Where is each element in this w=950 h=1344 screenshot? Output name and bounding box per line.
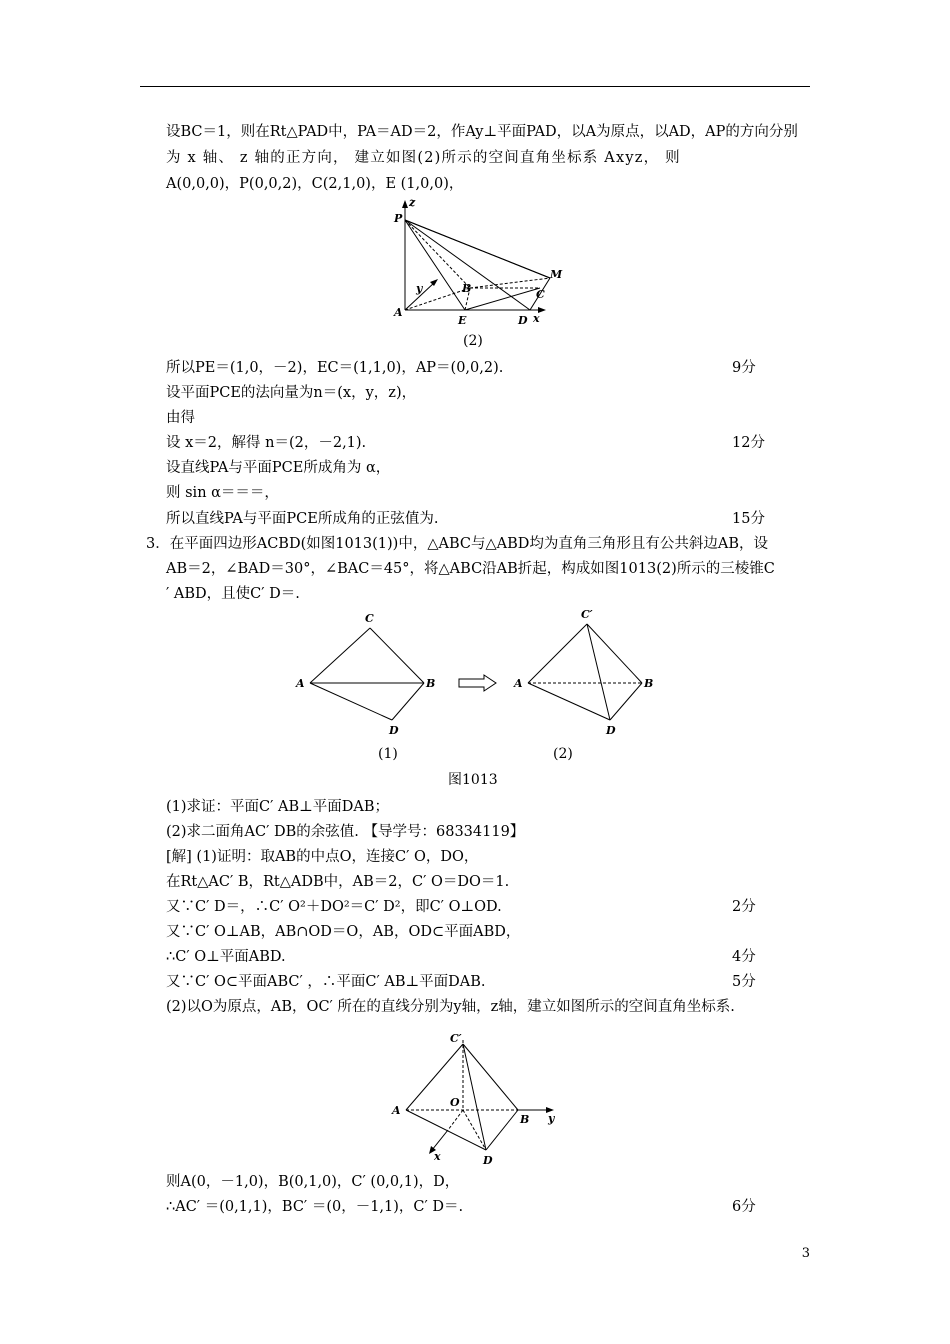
right-label-B: B xyxy=(644,677,654,690)
label-y: y xyxy=(416,282,423,295)
figure-1013-subcaption-left: (1) xyxy=(378,746,398,762)
p3-sol-line4: 又∵C′ O⊥AB，AB∩OD＝O，AB，OD⊂平面ABD， xyxy=(166,924,521,940)
p3-part2: (2)求二面角AC′ DB的余弦值. 【导学号：68334119】 xyxy=(166,824,525,840)
figure-1013-subcaption-right: (2) xyxy=(553,746,573,762)
header-rule xyxy=(140,86,810,87)
p2-sol-score7: 15分 xyxy=(732,511,765,527)
p2-sol-line7: 所以直线PA与平面PCE所成角的正弦值为. xyxy=(166,511,439,527)
p3-coords-score2: 6分 xyxy=(732,1199,756,1215)
p2-sol-line2: 设平面PCE的法向量为n＝(x，y，z)， xyxy=(166,385,417,401)
p2-sol-line6: 则 sin α＝＝＝， xyxy=(166,485,279,501)
label-D: D xyxy=(518,314,528,327)
coord-label-y: y xyxy=(548,1112,555,1125)
left-label-B: B xyxy=(426,677,436,690)
label-P: P xyxy=(394,212,403,225)
coord-label-x: x xyxy=(434,1150,441,1163)
figure-coord-pyramid xyxy=(388,1030,568,1166)
p3-statement-line2: AB＝2，∠BAD＝30°，∠BAC＝45°，将△ABC沿AB折起，构成如图1013(2)所示的三棱锥C xyxy=(166,561,775,577)
p2-sol-line3: 由得 xyxy=(166,410,195,426)
left-label-D: D xyxy=(389,724,399,737)
coord-label-O: O xyxy=(450,1096,460,1109)
coord-label-D: D xyxy=(483,1154,493,1167)
p3-sol-score3: 2分 xyxy=(732,899,756,915)
figure-pyramid-coords xyxy=(390,198,570,328)
p2-setup-line3: A(0,0,0)，P(0,0,2)，C(2,1,0)，E (1,0,0)， xyxy=(166,176,464,192)
label-A: A xyxy=(394,306,403,319)
p3-part1: (1)求证：平面C′ AB⊥平面DAB； xyxy=(166,799,390,815)
p3-sol-line2: 在Rt△AC′ B，Rt△ADB中，AB＝2，C′ O＝DO＝1. xyxy=(166,874,510,890)
p2-sol-score1: 9分 xyxy=(732,360,756,376)
right-label-C-prime: C′ xyxy=(581,608,593,621)
p2-sol-line5: 设直线PA与平面PCE所成角为 α， xyxy=(166,460,391,476)
figure-1013-left xyxy=(292,608,442,738)
p2-sol-score4: 12分 xyxy=(732,435,765,451)
label-C: C xyxy=(536,288,545,301)
p3-sol-line5: ∴C′ O⊥平面ABD. xyxy=(166,949,286,965)
right-label-D: D xyxy=(606,724,616,737)
p2-sol-line1: 所以PE＝(1,0，－2)，EC＝(1,1,0)，AP＝(0,0,2). xyxy=(166,360,504,376)
left-label-C: C xyxy=(365,612,374,625)
label-B: B xyxy=(462,282,472,295)
p2-setup-line1: 设BC＝1，则在Rt△PAD中，PA＝AD＝2，作Ay⊥平面PAD，以A为原点，以AD，AP的方向分别 xyxy=(166,124,798,140)
p2-setup-line2: 为 x 轴、 z 轴的正方向， 建立如图(2)所示的空间直角坐标系 Axyz， 则 xyxy=(166,150,681,166)
p2-sol-line4: 设 x＝2，解得 n＝(2，－2,1). xyxy=(166,435,367,451)
p3-statement-line3: ′ ABD，且使C′ D＝. xyxy=(166,586,300,602)
p3-statement-line1: 3．在平面四边形ACBD(如图1013(1))中，△ABC与△ABD均为直角三角形且有公共斜边AB，设 xyxy=(146,536,768,552)
label-x: x xyxy=(533,312,540,325)
right-label-A: A xyxy=(514,677,523,690)
figure-p2-caption: (2) xyxy=(463,333,483,349)
page-number: 3 xyxy=(801,1246,810,1261)
label-E: E xyxy=(458,314,467,327)
p3-sol-line7: (2)以O为原点，AB，OC′ 所在的直线分别为y轴，z轴，建立如图所示的空间直角坐标系. xyxy=(166,999,735,1015)
p3-sol-score6: 5分 xyxy=(732,974,756,990)
figure-1013-right xyxy=(510,604,660,738)
coord-label-A: A xyxy=(392,1104,401,1117)
coord-label-C-prime: C′ xyxy=(450,1032,462,1045)
p3-coords-line2: ∴AC′ ＝(0,1,1)，BC′ ＝(0，－1,1)，C′ D＝. xyxy=(166,1199,464,1215)
p3-sol-line6: 又∵C′ O⊂平面ABC′ ，∴平面C′ AB⊥平面DAB. xyxy=(166,974,486,990)
figure-1013-caption: 图1013 xyxy=(448,772,498,788)
left-label-A: A xyxy=(296,677,305,690)
label-M: M xyxy=(550,268,563,281)
p3-sol-line3: 又∵C′ D＝，∴C′ O²＋DO²＝C′ D²，即C′ O⊥OD. xyxy=(166,899,502,915)
p3-sol-line1: [解] (1)证明：取AB的中点O，连接C′ O，DO， xyxy=(166,849,479,865)
label-z: z xyxy=(409,196,416,209)
p3-coords-line1: 则A(0，－1,0)，B(0,1,0)，C′ (0,0,1)，D， xyxy=(166,1174,460,1190)
coord-label-B: B xyxy=(520,1113,530,1126)
fold-arrow-icon xyxy=(458,674,498,692)
p3-sol-score5: 4分 xyxy=(732,949,756,965)
